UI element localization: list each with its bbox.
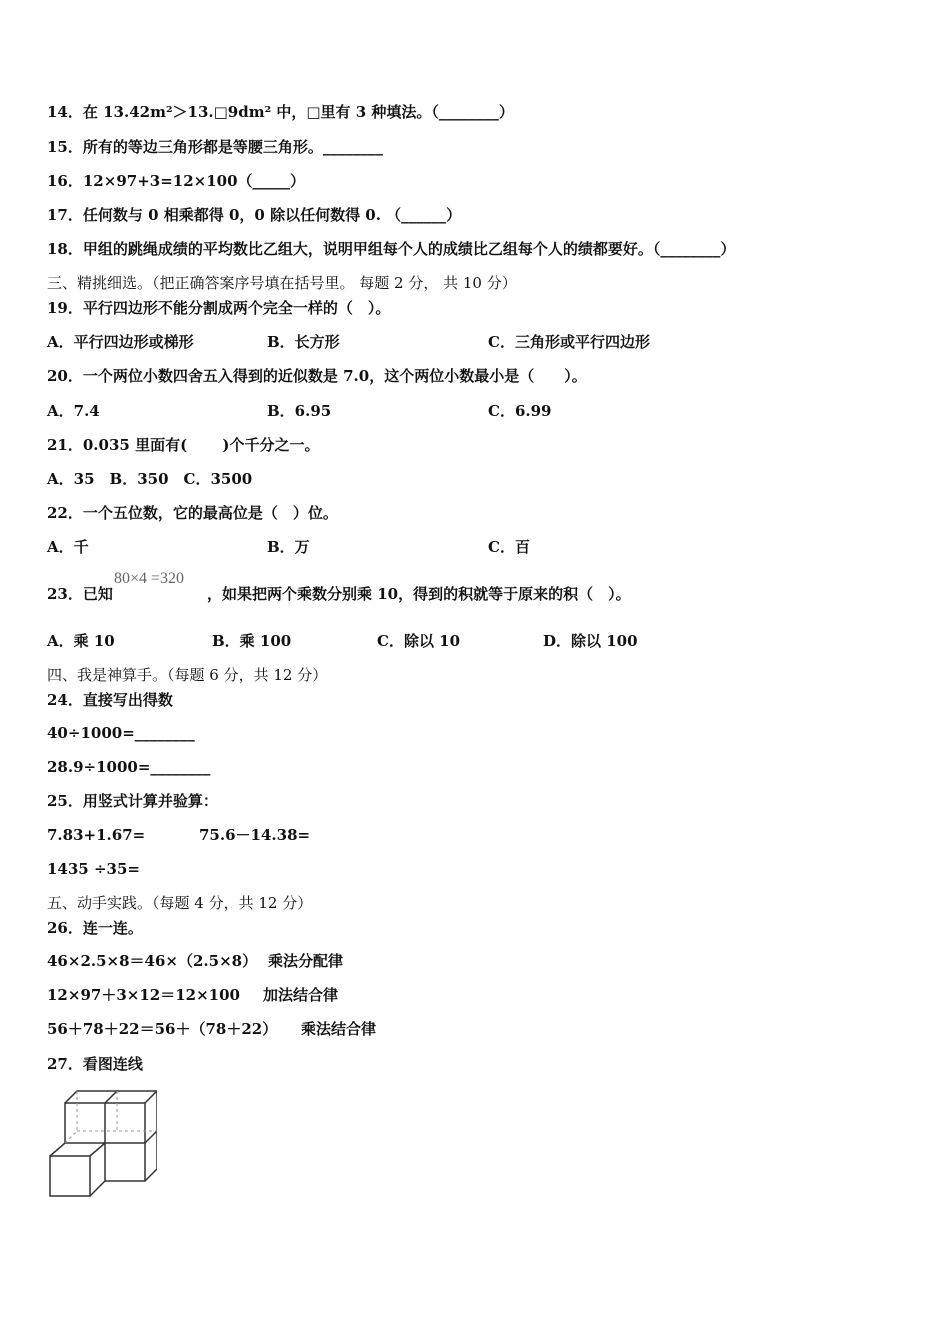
question-20: 20．一个两位小数四舍五入得到的近似数是 7.0，这个两位小数最小是（ ）。 (47, 367, 587, 385)
q25-item-1: 7.83+1.67= (47, 826, 146, 844)
q26-left-1: 46×2.5×8＝46×（2.5×8） (47, 952, 258, 970)
question-19: 19．平行四边形不能分割成两个完全一样的（ ）。 (47, 299, 391, 317)
q23-prefix: 23．已知 (47, 585, 113, 603)
q22-option-c: C．百 (488, 538, 530, 556)
q19-option-b: B．长方形 (267, 333, 340, 351)
q23-suffix: ，如果把两个乘数分别乘 10，得到的积就等于原来的积（ ）。 (207, 585, 631, 603)
q26-left-2: 12×97＋3×12＝12×100 (47, 986, 240, 1004)
q21-options: A．35 B．350 C．3500 (47, 470, 253, 488)
question-16: 16．12×97+3=12×100（_____） (47, 172, 306, 190)
q26-right-2: 加法结合律 (263, 986, 339, 1004)
q19-option-a: A．平行四边形或梯形 (47, 333, 194, 351)
question-26: 26．连一连。 (47, 919, 143, 937)
question-14: 14．在 13.42m²＞13.□9dm² 中，□里有 3 种填法。（________） (47, 103, 514, 121)
question-25: 25．用竖式计算并验算： (47, 792, 218, 810)
question-18: 18．甲组的跳绳成绩的平均数比乙组大，说明甲组每个人的成绩比乙组每个人的绩都要好。（________） (47, 240, 736, 258)
q20-option-c: C．6.99 (488, 402, 552, 420)
q23-option-a: A．乘 10 (47, 632, 115, 650)
q22-option-a: A．千 (47, 538, 89, 556)
q26-right-1: 乘法分配律 (268, 952, 344, 970)
question-22: 22．一个五位数，它的最高位是（ ）位。 (47, 504, 338, 522)
section-5-heading: 五、动手实践。（每题 4 分，共 12 分） (47, 894, 313, 912)
q23-formula: 80×4 =320 (114, 570, 185, 587)
q24-item-2: 28.9÷1000=________ (47, 758, 211, 776)
question-21: 21．0.035 里面有( )个千分之一。 (47, 436, 320, 454)
question-15: 15．所有的等边三角形都是等腰三角形。________ (47, 138, 383, 156)
q23-option-b: B．乘 100 (212, 632, 292, 650)
cube-stack-figure (45, 1083, 157, 1203)
question-17: 17．任何数与 0 相乘都得 0，0 除以任何数得 0. （______） (47, 206, 462, 224)
section-4-heading: 四、我是神算手。（每题 6 分，共 12 分） (47, 666, 328, 684)
q20-option-b: B．6.95 (267, 402, 332, 420)
q24-item-1: 40÷1000=________ (47, 724, 195, 742)
q22-option-b: B．万 (267, 538, 310, 556)
q25-item-2: 75.6－14.38= (199, 826, 311, 844)
q26-left-3: 56＋78＋22＝56＋（78＋22） (47, 1020, 278, 1038)
q23-option-d: D．除以 100 (543, 632, 638, 650)
question-24: 24．直接写出得数 (47, 691, 173, 709)
q26-right-3: 乘法结合律 (301, 1020, 377, 1038)
question-27: 27．看图连线 (47, 1055, 143, 1073)
q19-option-c: C．三角形或平行四边形 (488, 333, 650, 351)
q25-item-3: 1435 ÷35= (47, 860, 140, 878)
section-3-heading: 三、精挑细选。（把正确答案序号填在括号里。 每题 2 分， 共 10 分） (47, 274, 517, 292)
q20-option-a: A．7.4 (47, 402, 100, 420)
q23-option-c: C．除以 10 (377, 632, 461, 650)
